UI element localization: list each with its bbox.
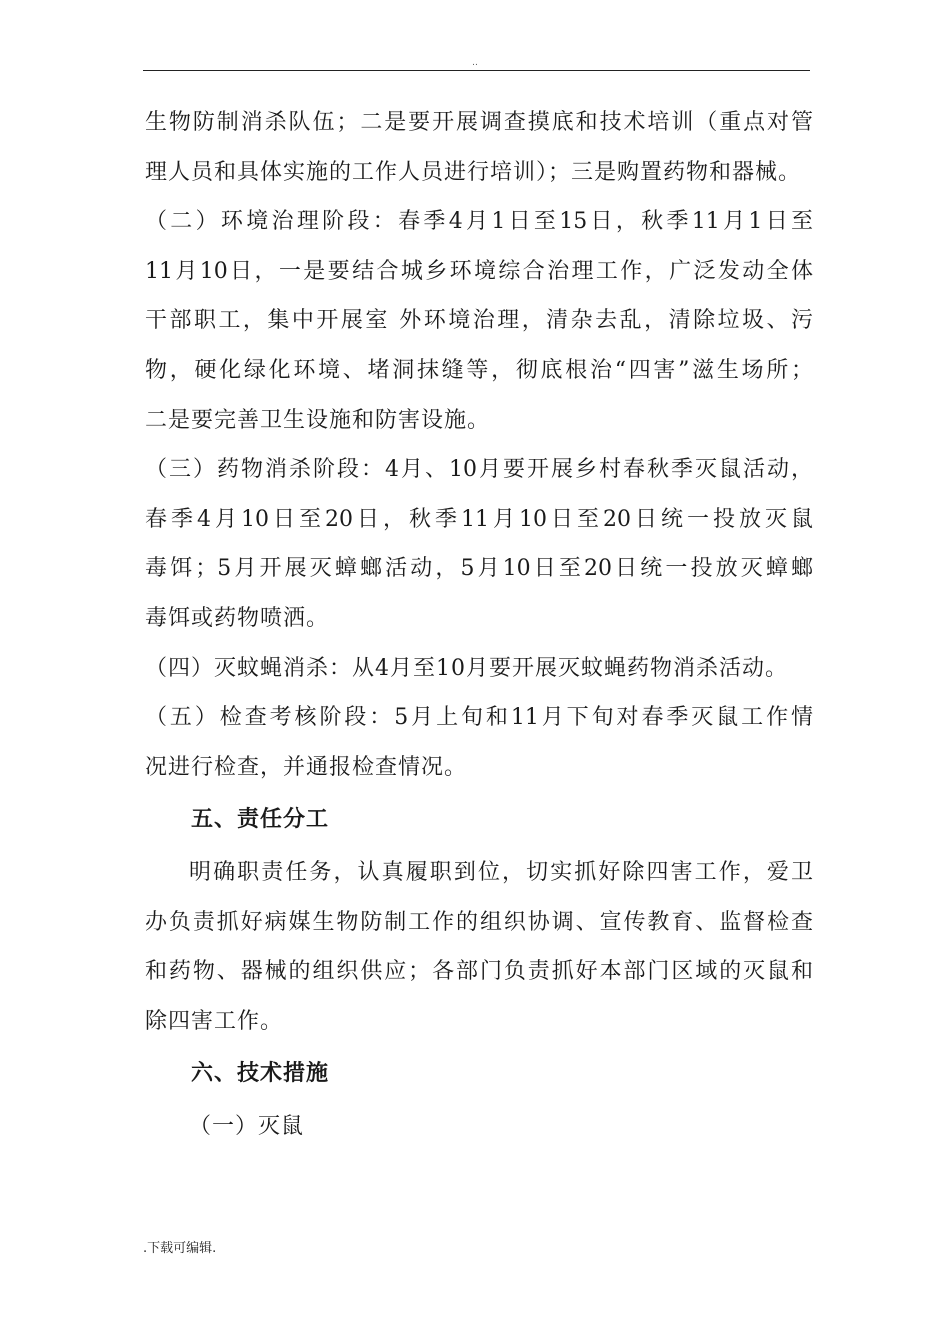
text-line: 况进行检查，并通报检查情况。	[145, 754, 468, 780]
subsection-heading: （一）灭鼠	[189, 1113, 305, 1139]
text-line: 毒饵；5月开展灭蟑螂活动，5月10日至20日统一投放灭蟑螂	[145, 556, 813, 582]
text-line: 毒饵或药物喷洒。	[145, 605, 330, 631]
text-line: 生物防制消杀队伍；二是要开展调查摸底和技术培训（重点对管	[145, 110, 813, 135]
header-mark: ..	[472, 58, 478, 68]
text-line: 除四害工作。	[145, 1008, 284, 1034]
text-line: 理人员和具体实施的工作人员进行培训）；三是购置药物和器械。	[145, 159, 802, 185]
text-line: 和药物、器械的组织供应；各部门负责抓好本部门区域的灭鼠和	[145, 959, 813, 985]
text-line: 11月10日，一是要结合城乡环境综合治理工作，广泛发动全体	[145, 258, 813, 284]
text-line: （四）灭蚊蝇消杀：从4月至10月要开展灭蚊蝇药物消杀活动。	[145, 655, 788, 681]
text-line: 明确职责任务，认真履职到位，切实抓好除四害工作，爱卫	[189, 859, 813, 885]
text-line: 春季4月10日至20日，秋季11月10日至20日统一投放灭鼠	[145, 506, 813, 532]
text-line: 办负责抓好病媒生物防制工作的组织协调、宣传教育、监督检查	[145, 909, 813, 935]
text-line: （二）环境治理阶段：春季4月1日至15日，秋季11月1日至	[145, 209, 813, 235]
text-line: （五）检查考核阶段：5月上旬和11月下旬对春季灭鼠工作情	[145, 705, 813, 731]
header-rule	[143, 70, 810, 71]
document-body	[145, 98, 813, 1151]
text-line: 干部职工，集中开展室 外环境治理，清杂去乱，清除垃圾、污	[145, 308, 813, 334]
section-heading-6: 六、技术措施	[191, 1060, 330, 1087]
section-heading-5: 五、责任分工	[191, 806, 330, 833]
text-line: （三）药物消杀阶段：4月、10月要开展乡村春秋季灭鼠活动，	[145, 457, 813, 483]
footer-note: .下载可编辑.	[143, 1241, 217, 1256]
text-line: 二是要完善卫生设施和防害设施。	[145, 407, 491, 433]
text-line: 物，硬化绿化环境、堵洞抹缝等，彻底根治“四害”滋生场所；	[145, 357, 813, 383]
